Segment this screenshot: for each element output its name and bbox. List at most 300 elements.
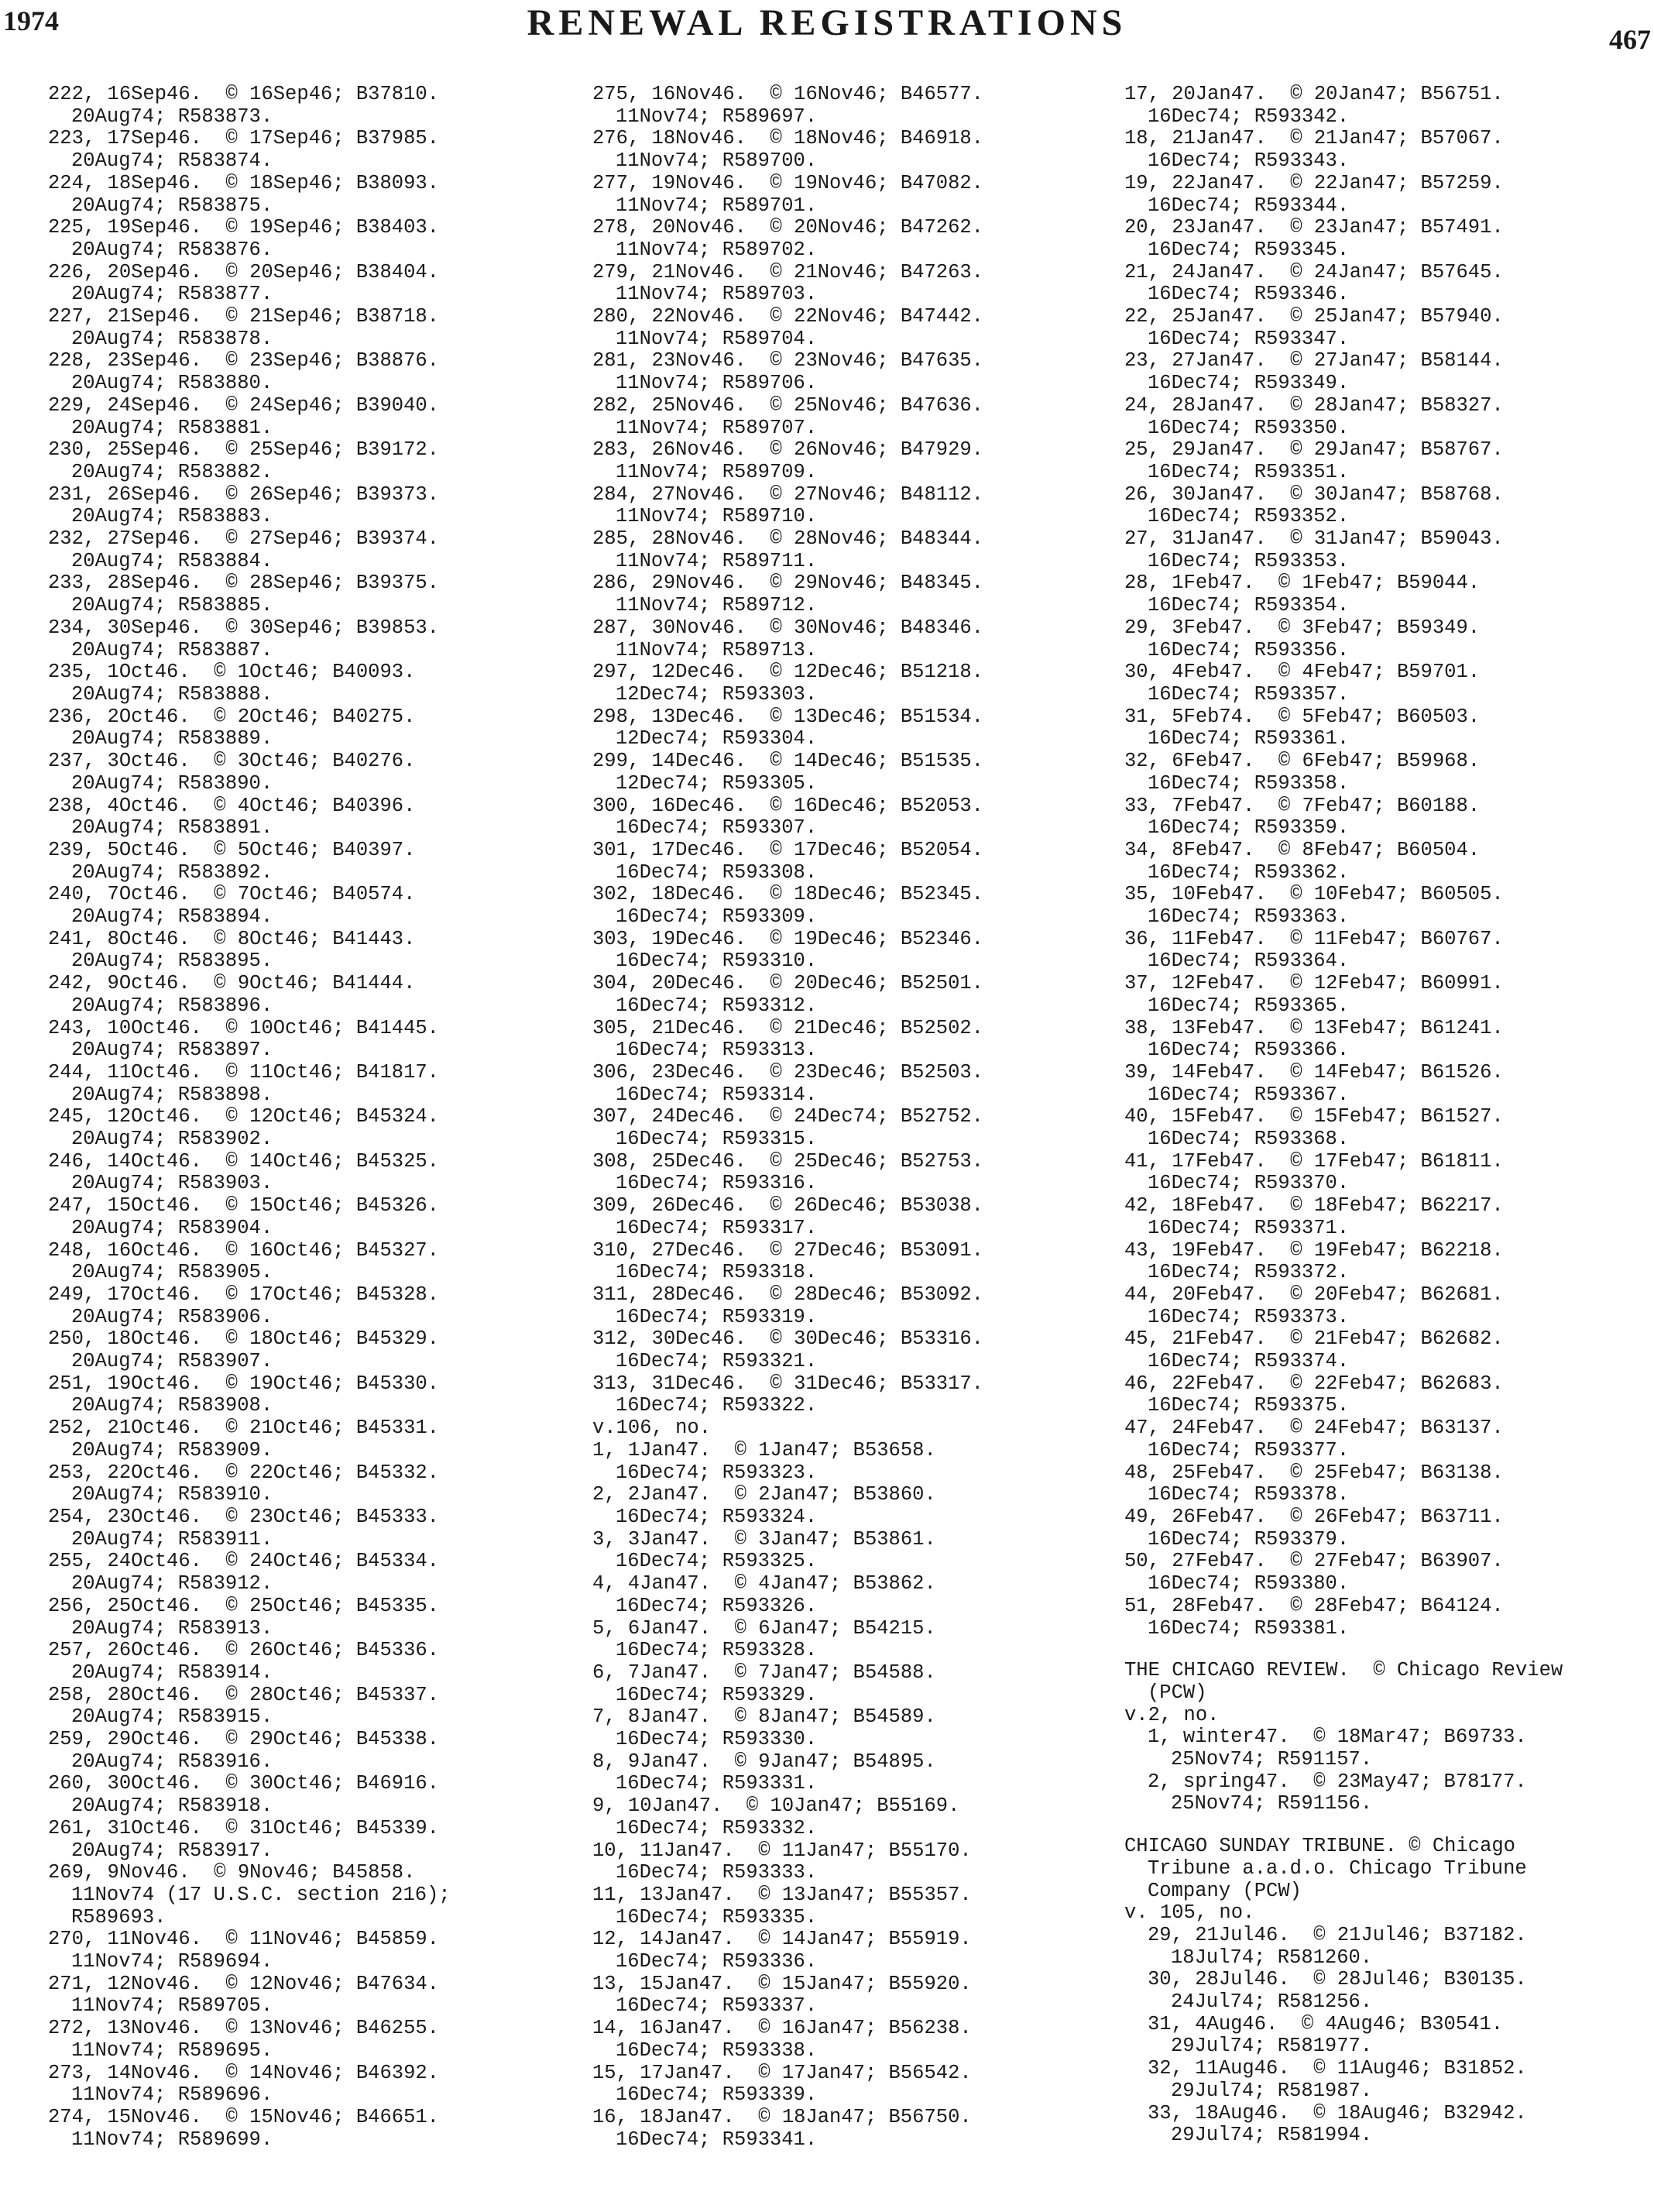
entry-renewal-line: 16Dec74; R593374.: [1148, 1350, 1350, 1373]
entry-main-line: 283, 26Nov46. © 26Nov46; B47929.: [592, 438, 983, 462]
entry-main-line: 233, 28Sep46. © 28Sep46; B39375.: [48, 572, 439, 595]
registration-entry: [1148, 2058, 1648, 2102]
registration-entry: [592, 1484, 1103, 1528]
entry-renewal-line: 16Dec74; R593372.: [1148, 1261, 1350, 1284]
registration-entry: [1124, 395, 1648, 439]
registration-entry: [592, 1706, 1103, 1750]
registration-entry: [1124, 617, 1648, 661]
entry-main-line: 237, 3Oct46. © 3Oct46; B40276.: [48, 750, 416, 773]
registration-entry: [1124, 173, 1648, 217]
entry-renewal-line: 20Aug74; R583890.: [71, 771, 273, 795]
entry-main-line: 251, 19Oct46. © 19Oct46; B45330.: [48, 1372, 439, 1395]
registration-entry: [48, 1018, 559, 1062]
entry-renewal-line: 20Aug74; R583885.: [71, 594, 273, 617]
registration-entry: [592, 1662, 1103, 1706]
entry-main-line: 260, 30Oct46. © 30Oct46; B46916.: [48, 1772, 439, 1795]
entry-main-line: 301, 17Dec46. © 17Dec46; B52054.: [592, 838, 983, 861]
entry-main-line: 274, 15Nov46. © 15Nov46; B46651.: [48, 2105, 439, 2128]
entry-renewal-line: 11Nov74; R589705.: [71, 1994, 273, 2018]
registration-entry: [1124, 1018, 1648, 1062]
series-title-chicago-sunday-tribune: Company (PCW): [1148, 1879, 1302, 1902]
entry-renewal-line: 20Aug74; R583906.: [71, 1305, 273, 1328]
entry-renewal-line: 16Dec74; R593356.: [1148, 638, 1350, 661]
entry-renewal-line: 29Jul74; R581977.: [1171, 2035, 1373, 2058]
registration-entry: [1148, 1771, 1648, 1815]
registration-entry: [48, 1729, 559, 1773]
registration-entry: [48, 84, 559, 128]
registration-entry: [592, 1062, 1103, 1106]
entry-renewal-line: 16Dec74; R593323.: [616, 1461, 818, 1484]
entry-main-line: 29, 21Jul46. © 21Jul46; B37182.: [1148, 1923, 1527, 1946]
registration-entry: [48, 439, 559, 483]
entry-main-line: 252, 21Oct46. © 21Oct46; B45331.: [48, 1417, 439, 1440]
entry-main-line: 48, 25Feb47. © 25Feb47; B63138.: [1124, 1461, 1504, 1484]
registration-entry: [592, 1373, 1103, 1417]
entry-renewal-line: 20Aug74; R583878.: [71, 327, 273, 350]
entry-renewal-line: 12Dec74; R593304.: [616, 727, 818, 750]
entry-main-line: 34, 8Feb47. © 8Feb47; B60504.: [1124, 838, 1481, 861]
registration-entry: [592, 1840, 1103, 1884]
entry-main-line: 9, 10Jan47. © 10Jan47; B55169.: [592, 1795, 960, 1818]
entry-renewal-line: 29Jul74; R581987.: [1171, 2079, 1373, 2102]
registration-entry: [592, 1973, 1103, 2018]
entry-main-line: 277, 19Nov46. © 19Nov46; B47082.: [592, 171, 983, 194]
registration-entry: [592, 973, 1103, 1017]
entry-renewal-line: 16Dec74; R593365.: [1148, 994, 1350, 1017]
section-gap: [1124, 1640, 1648, 1660]
entry-renewal-line: 20Aug74; R583913.: [71, 1616, 273, 1640]
entry-main-line: 31, 4Aug46. © 4Aug46; B30541.: [1148, 2012, 1504, 2035]
entry-main-line: 240, 7Oct46. © 7Oct46; B40574.: [48, 883, 416, 906]
entry-main-line: 229, 24Sep46. © 24Sep46; B39040.: [48, 393, 439, 417]
entry-renewal-line: 16Dec74; R593343.: [1148, 149, 1350, 173]
entry-main-line: 255, 24Oct46. © 24Oct46; B45334.: [48, 1550, 439, 1573]
entry-renewal-line: 20Aug74; R583909.: [71, 1438, 273, 1462]
entry-main-line: 13, 15Jan47. © 15Jan47; B55920.: [592, 1972, 972, 1995]
entry-renewal-line: 20Aug74; R583895.: [71, 950, 273, 973]
entry-renewal-line: 16Dec74; R593338.: [616, 2039, 818, 2062]
registration-entry: [1124, 929, 1648, 973]
entry-renewal-line: 25Nov74; R591157.: [1171, 1748, 1373, 1771]
entry-main-line: 16, 18Jan47. © 18Jan47; B56750.: [592, 2105, 972, 2128]
entry-renewal-line: 20Aug74; R583905.: [71, 1261, 273, 1284]
registration-entry: [592, 1573, 1103, 1617]
registration-entry: [48, 884, 559, 928]
entry-main-line: 45, 21Feb47. © 21Feb47; B62682.: [1124, 1328, 1504, 1351]
registration-entry: [592, 439, 1103, 483]
entry-renewal-line: 16Dec74; R593339.: [616, 2083, 818, 2107]
registration-entry: [592, 617, 1103, 661]
entry-main-line: 4, 4Jan47. © 4Jan47; B53862.: [592, 1572, 936, 1595]
entry-main-line: 232, 27Sep46. © 27Sep46; B39374.: [48, 527, 439, 551]
entry-renewal-line: 24Jul74; R581256.: [1171, 1990, 1373, 2014]
entry-main-line: 1, 1Jan47. © 1Jan47; B53658.: [592, 1438, 936, 1462]
entry-renewal-line: 20Aug74; R583887.: [71, 638, 273, 661]
registration-entry: [592, 128, 1103, 172]
registration-entry: [1124, 1284, 1648, 1328]
entry-renewal-line: 16Dec74; R593357.: [1148, 682, 1350, 706]
entry-renewal-line: 20Aug74; R583917.: [71, 1839, 273, 1862]
entry-main-line: 275, 16Nov46. © 16Nov46; B46577.: [592, 83, 983, 105]
registration-entry: [48, 1640, 559, 1684]
series-title-chicago-sunday-tribune: Tribune a.a.d.o. Chicago Tribune: [1148, 1856, 1527, 1880]
registration-entry: [592, 572, 1103, 617]
entry-main-line: 47, 24Feb47. © 24Feb47; B63137.: [1124, 1417, 1504, 1440]
entry-renewal-line: 16Dec74; R593314.: [616, 1083, 818, 1106]
entry-renewal-line: 16Dec74; R593318.: [616, 1261, 818, 1284]
entry-renewal-line: 16Dec74; R593359.: [1148, 816, 1350, 840]
header-year: 1974: [3, 5, 59, 36]
registration-entry: [592, 1618, 1103, 1662]
entry-renewal-line: 16Dec74; R593350.: [1148, 416, 1350, 439]
entry-renewal-line: 11Nov74 (17 U.S.C. section 216);: [71, 1883, 451, 1906]
entry-renewal-line: 20Aug74; R583904.: [71, 1216, 273, 1239]
entry-main-line: 30, 28Jul46. © 28Jul46; B30135.: [1148, 1968, 1527, 1991]
entry-main-line: 244, 11Oct46. © 11Oct46; B41817.: [48, 1060, 439, 1084]
registration-entry: [1124, 840, 1648, 884]
entry-main-line: 38, 13Feb47. © 13Feb47; B61241.: [1124, 1016, 1504, 1039]
entry-renewal-line: 16Dec74; R593379.: [1148, 1527, 1350, 1551]
registration-entry: [48, 706, 559, 750]
entry-main-line: 256, 25Oct46. © 25Oct46; B45335.: [48, 1594, 439, 1617]
entry-main-line: 299, 14Dec46. © 14Dec46; B51535.: [592, 750, 983, 773]
entry-renewal-line: 16Dec74; R593381.: [1148, 1616, 1350, 1640]
entry-renewal-line: 16Dec74; R593346.: [1148, 283, 1350, 306]
entry-renewal-line: 20Aug74; R583916.: [71, 1750, 273, 1773]
entry-main-line: 300, 16Dec46. © 16Dec46; B52053.: [592, 794, 983, 817]
entry-main-line: 311, 28Dec46. © 28Dec46; B53092.: [592, 1283, 983, 1306]
registration-entry: [1124, 1462, 1648, 1506]
entry-main-line: 285, 28Nov46. © 28Nov46; B48344.: [592, 527, 983, 551]
registration-entry: [592, 2063, 1103, 2107]
entry-renewal-line: 16Dec74; R593347.: [1148, 327, 1350, 350]
entry-main-line: 279, 21Nov46. © 21Nov46; B47263.: [592, 260, 983, 283]
volume-subhead: v.106, no.: [592, 1417, 712, 1440]
entry-renewal-line: 11Nov74; R589700.: [616, 149, 818, 173]
registration-entry: [48, 750, 559, 795]
entry-main-line: 49, 26Feb47. © 26Feb47; B63711.: [1124, 1506, 1504, 1528]
series-title-chicago-sunday-tribune: CHICAGO SUNDAY TRIBUNE. © Chicago: [1124, 1835, 1515, 1858]
entry-renewal-line: 11Nov74; R589696.: [71, 2083, 273, 2107]
entry-renewal-line: 16Dec74; R593351.: [1148, 460, 1350, 483]
entry-renewal-line: 11Nov74; R589697.: [616, 105, 818, 128]
entry-renewal-line: 20Aug74; R583875.: [71, 194, 273, 217]
entry-main-line: 8, 9Jan47. © 9Jan47; B54895.: [592, 1750, 936, 1773]
entry-renewal-line: 16Dec74; R593358.: [1148, 771, 1350, 795]
entry-renewal-line: 16Dec74; R593325.: [616, 1550, 818, 1573]
entry-main-line: 270, 11Nov46. © 11Nov46; B45859.: [48, 1928, 439, 1951]
entry-main-line: 241, 8Oct46. © 8Oct46; B41443.: [48, 927, 416, 950]
entry-main-line: 312, 30Dec46. © 30Dec46; B53316.: [592, 1328, 983, 1351]
entry-renewal-line: 16Dec74; R593335.: [616, 1905, 818, 1929]
chicago-tribune-entries: [1124, 1925, 1648, 2147]
entry-main-line: 42, 18Feb47. © 18Feb47; B62217.: [1124, 1194, 1504, 1218]
chicago-review-entries: [1124, 1726, 1648, 1815]
entry-main-line: 307, 24Dec46. © 24Dec74; B52752.: [592, 1105, 983, 1128]
registration-entry: [592, 350, 1103, 394]
entry-renewal-line: 11Nov74; R589702.: [616, 238, 818, 261]
registration-entry: [592, 1529, 1103, 1573]
registration-entry: [48, 1240, 559, 1284]
entry-renewal-line: 20Aug74; R583883.: [71, 505, 273, 528]
entry-renewal-line: 16Dec74; R593316.: [616, 1172, 818, 1195]
entry-renewal-line: 11Nov74; R589699.: [71, 2128, 273, 2151]
entry-renewal-line: 20Aug74; R583896.: [71, 994, 273, 1017]
entry-main-line: 32, 11Aug46. © 11Aug46; B31852.: [1148, 2057, 1527, 2080]
entry-main-line: 40, 15Feb47. © 15Feb47; B61527.: [1124, 1105, 1504, 1128]
entry-main-line: 245, 12Oct46. © 12Oct46; B45324.: [48, 1105, 439, 1128]
entry-renewal-line: 16Dec74; R593319.: [616, 1305, 818, 1328]
entry-renewal-line: 16Dec74; R593373.: [1148, 1305, 1350, 1328]
entry-renewal-line: 29Jul74; R581994.: [1171, 2124, 1373, 2147]
entry-renewal-line: 20Aug74; R583903.: [71, 1172, 273, 1195]
entry-renewal-line: 11Nov74; R589703.: [616, 283, 818, 306]
entry-main-line: 28, 1Feb47. © 1Feb47; B59044.: [1124, 572, 1481, 595]
registration-entry: [48, 661, 559, 706]
registration-entry: [592, 795, 1103, 840]
entry-main-line: 10, 11Jan47. © 11Jan47; B55170.: [592, 1839, 972, 1862]
entry-main-line: 306, 23Dec46. © 23Dec46; B52503.: [592, 1060, 983, 1084]
entry-main-line: 222, 16Sep46. © 16Sep46; B37810.: [48, 83, 439, 105]
entry-renewal-line: 16Dec74; R593344.: [1148, 194, 1350, 217]
entry-renewal-line: 16Dec74; R593375.: [1148, 1394, 1350, 1417]
registration-entry: [592, 84, 1103, 128]
entry-main-line: 272, 13Nov46. © 13Nov46; B46255.: [48, 2017, 439, 2040]
registration-entry: [48, 128, 559, 172]
entry-main-line: 308, 25Dec46. © 25Dec46; B52753.: [592, 1149, 983, 1173]
entry-main-line: 21, 24Jan47. © 24Jan47; B57645.: [1124, 260, 1504, 283]
entry-main-line: 313, 31Dec46. © 31Dec46; B53317.: [592, 1372, 983, 1395]
entry-renewal-line: 16Dec74; R593337.: [616, 1994, 818, 2018]
entry-renewal-line: 16Dec74; R593329.: [616, 1683, 818, 1706]
entry-main-line: 26, 30Jan47. © 30Jan47; B58768.: [1124, 483, 1504, 506]
registration-entry: [48, 528, 559, 572]
entry-renewal-line: 20Aug74; R583894.: [71, 905, 273, 929]
entry-renewal-line: 20Aug74; R583897.: [71, 1039, 273, 1062]
entry-renewal-line: 16Dec74; R593322.: [616, 1394, 818, 1417]
registration-entry: [48, 973, 559, 1017]
entry-renewal-line: 16Dec74; R593332.: [616, 1816, 818, 1839]
entry-main-line: 298, 13Dec46. © 13Dec46; B51534.: [592, 705, 983, 728]
entry-renewal-line: 20Aug74; R583874.: [71, 149, 273, 173]
entry-main-line: 223, 17Sep46. © 17Sep46; B37985.: [48, 127, 439, 150]
registration-entry: [592, 706, 1103, 750]
entry-renewal-line: 11Nov74; R589694.: [71, 1950, 273, 1973]
entry-renewal-line: 20Aug74; R583876.: [71, 238, 273, 261]
registration-entry: [1124, 884, 1648, 928]
entry-main-line: 30, 4Feb47. © 4Feb47; B59701.: [1124, 661, 1481, 684]
registration-entry: [48, 1106, 559, 1150]
registration-entry: [1124, 217, 1648, 261]
registration-entry: [48, 350, 559, 394]
registration-entry: [592, 528, 1103, 572]
registration-entry: [592, 395, 1103, 439]
entry-main-line: 247, 15Oct46. © 15Oct46; B45326.: [48, 1194, 439, 1218]
registration-entry: [1124, 1062, 1648, 1106]
registration-entry: [592, 173, 1103, 217]
entry-renewal-line: 16Dec74; R593353.: [1148, 549, 1350, 572]
entry-renewal-line: 16Dec74; R593345.: [1148, 238, 1350, 261]
column-1: [48, 84, 559, 2151]
entry-renewal-line: 20Aug74; R583910.: [71, 1483, 273, 1506]
entry-renewal-line: 11Nov74; R589710.: [616, 505, 818, 528]
entry-main-line: 19, 22Jan47. © 22Jan47; B57259.: [1124, 171, 1504, 194]
entry-main-line: 3, 3Jan47. © 3Jan47; B53861.: [592, 1527, 936, 1551]
entry-renewal-line: 20Aug74; R583898.: [71, 1083, 273, 1106]
entry-renewal-line: 11Nov74; R589695.: [71, 2039, 273, 2062]
registration-entry: [48, 2063, 559, 2107]
registration-entry: [48, 617, 559, 661]
entry-main-line: 226, 20Sep46. © 20Sep46; B38404.: [48, 260, 439, 283]
entry-renewal-line: 20Aug74; R583907.: [71, 1350, 273, 1373]
entry-renewal-line: 20Aug74; R583881.: [71, 416, 273, 439]
registration-entry: [1124, 1506, 1648, 1551]
entry-main-line: 20, 23Jan47. © 23Jan47; B57491.: [1124, 216, 1504, 239]
entry-renewal-line: 16Dec74; R593352.: [1148, 505, 1350, 528]
entry-main-line: 304, 20Dec46. © 20Dec46; B52501.: [592, 972, 983, 995]
registration-entry: [1124, 1373, 1648, 1417]
registration-entry: [1124, 1595, 1648, 1640]
entry-main-line: 284, 27Nov46. © 27Nov46; B48112.: [592, 483, 983, 506]
entry-main-line: 33, 7Feb47. © 7Feb47; B60188.: [1124, 794, 1481, 817]
entry-renewal-line: 16Dec74; R593362.: [1148, 860, 1350, 884]
registration-entry: [48, 929, 559, 973]
registration-entry: [1124, 1551, 1648, 1595]
registration-entry: [592, 484, 1103, 528]
registration-entry: [48, 1862, 559, 1929]
entry-main-line: 7, 8Jan47. © 8Jan47; B54589.: [592, 1705, 936, 1729]
entry-renewal-line: 20Aug74; R583873.: [71, 105, 273, 128]
registration-entry: [1148, 1969, 1648, 2013]
entry-main-line: 36, 11Feb47. © 11Feb47; B60767.: [1124, 927, 1504, 950]
registration-entry: [1124, 1417, 1648, 1462]
entry-renewal-line: 16Dec74; R593364.: [1148, 950, 1350, 973]
entry-main-line: 238, 4Oct46. © 4Oct46; B40396.: [48, 794, 416, 817]
entry-main-line: 43, 19Feb47. © 19Feb47; B62218.: [1124, 1238, 1504, 1262]
registration-entry: [592, 929, 1103, 973]
entry-main-line: 235, 1Oct46. © 1Oct46; B40093.: [48, 661, 416, 684]
registration-entry: [48, 1973, 559, 2018]
registration-entry: [48, 795, 559, 840]
entry-main-line: 271, 12Nov46. © 12Nov46; B47634.: [48, 1972, 439, 1995]
entry-renewal-line: 16Dec74; R593315.: [616, 1128, 818, 1151]
entry-renewal-line: 16Dec74; R593342.: [1148, 105, 1350, 128]
registration-entry: [1124, 572, 1648, 617]
registration-entry: [48, 1062, 559, 1106]
entry-main-line: 39, 14Feb47. © 14Feb47; B61526.: [1124, 1060, 1504, 1084]
entry-main-line: 246, 14Oct46. © 14Oct46; B45325.: [48, 1149, 439, 1173]
entry-main-line: 5, 6Jan47. © 6Jan47; B54215.: [592, 1616, 936, 1640]
registration-entry: [48, 262, 559, 306]
entry-renewal-line: 20Aug74; R583877.: [71, 283, 273, 306]
entry-main-line: 15, 17Jan47. © 17Jan47; B56542.: [592, 2061, 972, 2084]
entry-main-line: 2, spring47. © 23May47; B78177.: [1148, 1770, 1527, 1793]
entry-main-line: 231, 26Sep46. © 26Sep46; B39373.: [48, 483, 439, 506]
registration-entry: [48, 1373, 559, 1417]
entry-main-line: 249, 17Oct46. © 17Oct46; B45328.: [48, 1283, 439, 1306]
entry-renewal-line: 20Aug74; R583892.: [71, 860, 273, 884]
entry-renewal-line: 16Dec74; R593377.: [1148, 1438, 1350, 1462]
registration-entry: [48, 1417, 559, 1462]
entry-renewal-line: 20Aug74; R583911.: [71, 1527, 273, 1551]
series-title-chicago-review: (PCW): [1148, 1681, 1207, 1704]
registration-entry: [592, 1884, 1103, 1929]
entry-main-line: 281, 23Nov46. © 23Nov46; B47635.: [592, 349, 983, 373]
registration-entry: [592, 1195, 1103, 1239]
entry-renewal-line: 16Dec74; R593371.: [1148, 1216, 1350, 1239]
entry-main-line: 282, 25Nov46. © 25Nov46; B47636.: [592, 393, 983, 417]
registration-entry: [48, 2018, 559, 2062]
registration-entry: [592, 306, 1103, 350]
entry-renewal-line: 20Aug74; R583888.: [71, 682, 273, 706]
entry-main-line: 228, 23Sep46. © 23Sep46; B38876.: [48, 349, 439, 373]
registration-entry: [1124, 1240, 1648, 1284]
entry-renewal-line: 20Aug74; R583908.: [71, 1394, 273, 1417]
registration-entry: [1148, 2103, 1648, 2147]
entry-main-line: 2, 2Jan47. © 2Jan47; B53860.: [592, 1483, 936, 1506]
entry-main-line: 261, 31Oct46. © 31Oct46; B45339.: [48, 1816, 439, 1839]
entry-main-line: 259, 29Oct46. © 29Oct46; B45338.: [48, 1728, 439, 1751]
entry-main-line: 278, 20Nov46. © 20Nov46; B47262.: [592, 216, 983, 239]
entry-main-line: 29, 3Feb47. © 3Feb47; B59349.: [1124, 616, 1481, 639]
entry-main-line: 269, 9Nov46. © 9Nov46; B45858.: [48, 1861, 416, 1884]
entry-renewal-line: 16Dec74; R593363.: [1148, 905, 1350, 929]
entry-renewal-line: 16Dec74; R593321.: [616, 1350, 818, 1373]
entry-main-line: 297, 12Dec46. © 12Dec46; B51218.: [592, 661, 983, 684]
entry-main-line: 51, 28Feb47. © 28Feb47; B64124.: [1124, 1594, 1504, 1617]
entry-renewal-line: 16Dec74; R593349.: [1148, 372, 1350, 395]
registration-entry: [592, 750, 1103, 795]
registration-entry: [48, 1328, 559, 1372]
registration-entry: [48, 173, 559, 217]
entry-main-line: 258, 28Oct46. © 28Oct46; B45337.: [48, 1683, 439, 1706]
entry-main-line: 253, 22Oct46. © 22Oct46; B45332.: [48, 1461, 439, 1484]
entry-main-line: 286, 29Nov46. © 29Nov46; B48345.: [592, 572, 983, 595]
entry-renewal-line: 11Nov74; R589709.: [616, 460, 818, 483]
entry-renewal-line: 16Dec74; R593317.: [616, 1216, 818, 1239]
entry-main-line: 305, 21Dec46. © 21Dec46; B52502.: [592, 1016, 983, 1039]
registration-entry: [1124, 262, 1648, 306]
entry-renewal-line: 16Dec74; R593366.: [1148, 1039, 1350, 1062]
entry-renewal-line: 16Dec74; R593331.: [616, 1772, 818, 1795]
entry-renewal-line: 16Dec74; R593380.: [1148, 1572, 1350, 1595]
entry-renewal-line: 16Dec74; R593312.: [616, 994, 818, 1017]
registration-entry: [48, 1462, 559, 1506]
entry-main-line: 6, 7Jan47. © 7Jan47; B54588.: [592, 1661, 936, 1684]
registration-entry: [1124, 84, 1648, 128]
registration-entry: [592, 1106, 1103, 1150]
registration-entry: [48, 1195, 559, 1239]
entry-main-line: 280, 22Nov46. © 22Nov46; B47442.: [592, 305, 983, 328]
entry-main-line: 248, 16Oct46. © 16Oct46; B45327.: [48, 1238, 439, 1262]
registration-entry: [592, 1751, 1103, 1795]
entry-renewal-line: 12Dec74; R593305.: [616, 771, 818, 795]
column-3: [1124, 84, 1648, 2147]
entry-renewal-line: 16Dec74; R593310.: [616, 950, 818, 973]
entry-renewal-line: 20Aug74; R583902.: [71, 1128, 273, 1151]
entry-main-line: 35, 10Feb47. © 10Feb47; B60505.: [1124, 883, 1504, 906]
entry-main-line: 225, 19Sep46. © 19Sep46; B38403.: [48, 216, 439, 239]
entry-main-line: 254, 23Oct46. © 23Oct46; B45333.: [48, 1506, 439, 1528]
entry-renewal-line: 20Aug74; R583889.: [71, 727, 273, 750]
entry-renewal-line: 16Dec74; R593378.: [1148, 1483, 1350, 1506]
registration-entry: [1124, 661, 1648, 706]
registration-entry: [48, 2107, 559, 2151]
entry-main-line: 230, 25Sep46. © 25Sep46; B39172.: [48, 438, 439, 462]
registration-entry: [48, 1551, 559, 1595]
entry-main-line: 18, 21Jan47. © 21Jan47; B57067.: [1124, 127, 1504, 150]
registration-entry: [592, 884, 1103, 928]
